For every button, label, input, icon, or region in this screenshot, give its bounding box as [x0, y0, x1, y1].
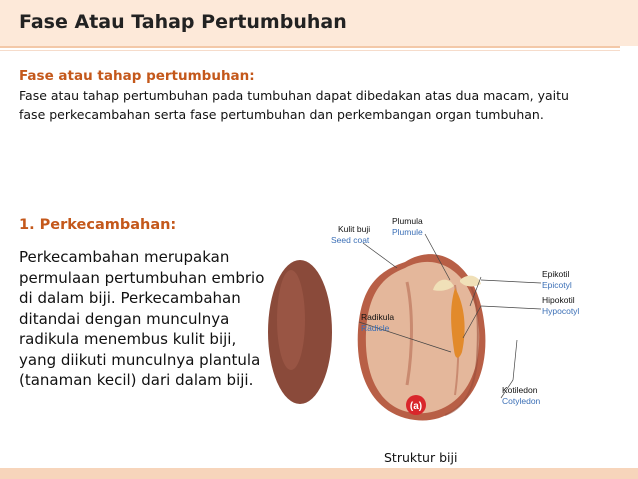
- figure-caption: Struktur biji: [384, 450, 458, 465]
- bottom-bar: [0, 468, 638, 479]
- seed-structure-figure: [255, 210, 638, 440]
- label-plumule: Plumule: [392, 227, 423, 237]
- label-kulit-biji: Kulit buji: [338, 224, 371, 234]
- label-hypocotyl: Hypocotyl: [542, 306, 580, 316]
- label-radikula: Radikula: [361, 312, 395, 322]
- figure-badge-label: (a): [409, 401, 423, 412]
- section-text: Perkecambahan merupakan permulaan pertumbuhan embrio di dalam biji. Perkecambahan ditandai dengan munculnya radikula menembus kulit biji, yang diikuti munculnya plantula (tanaman kecil) dari dalam biji.: [19, 248, 265, 389]
- label-cotyledon: Cotyledon: [502, 396, 541, 406]
- label-epicotyl: Epicotyl: [542, 280, 572, 290]
- label-epikotil: Epikotil: [542, 269, 570, 279]
- whole-seed-highlight: [277, 270, 305, 370]
- label-kotiledon: Kotiledon: [502, 385, 538, 395]
- label-hipokotil: Hipokotil: [542, 295, 575, 305]
- label-radicle: Radicle: [361, 323, 390, 333]
- label-plumula: Plumula: [392, 216, 423, 226]
- intro-heading: Fase atau tahap pertumbuhan:: [19, 68, 255, 84]
- seed-diagram: [255, 210, 638, 440]
- section-heading: 1. Perkecambahan:: [19, 217, 177, 233]
- label-seed-coat: Seed coat: [331, 235, 370, 245]
- slide-title: Fase Atau Tahap Pertumbuhan: [19, 11, 347, 33]
- title-divider-thin: [0, 50, 620, 51]
- intro-text: Fase atau tahap pertumbuhan pada tumbuhan dapat dibedakan atas dua macam, yaitu fase perkecambahan serta fase pertumbuhan dan perkembangan organ tumbuhan.: [19, 88, 569, 122]
- title-divider: [0, 46, 620, 48]
